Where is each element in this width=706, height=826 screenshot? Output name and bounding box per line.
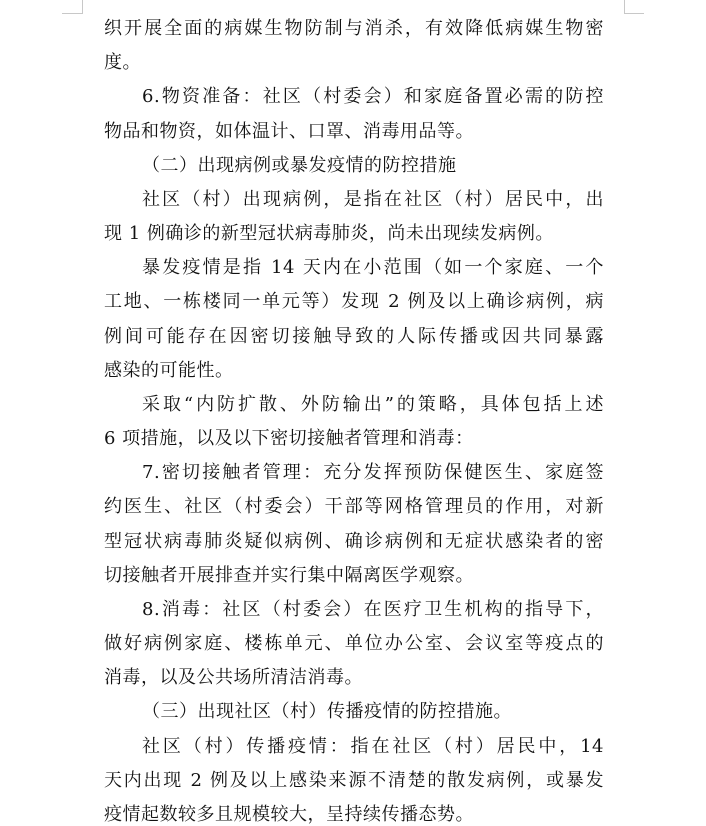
text-line-17: 切接触者开展排查并实行集中隔离医学观察。 (104, 565, 474, 586)
text-line-9: 工地、一栋楼同一单元等）发现 2 例及以上确诊病例，病 (104, 291, 604, 312)
text-line-12: 采取“内防扩散、外防输出”的策略，具体包括上述 (142, 394, 604, 415)
text-line-8: 暴发疫情是指 14 天内在小范围（如一个家庭、一个 (142, 257, 604, 278)
crop-mark-right (624, 0, 625, 14)
text-line-1: 织开展全面的病媒生物防制与消杀，有效降低病媒生物密 (104, 18, 604, 39)
text-line-10: 例间可能存在因密切接触导致的人际传播或因共同暴露 (104, 326, 604, 347)
text-line-11: 感染的可能性。 (104, 360, 234, 381)
text-line-4: 物品和物资，如体温计、口罩、消毒用品等。 (104, 121, 474, 142)
text-line-2: 度。 (104, 52, 141, 73)
text-line-23: 天内出现 2 例及以上感染来源不清楚的散发病例，或暴发 (104, 770, 604, 791)
text-line-6: 社区（村）出现病例，是指在社区（村）居民中，出 (142, 189, 604, 210)
text-line-18: 8.消毒：社区（村委会）在医疗卫生机构的指导下， (142, 599, 604, 620)
section-heading-3: （三）出现社区（村）传播疫情的防控措施。 (142, 701, 512, 722)
text-line-24: 疫情起数较多且规模较大，呈持续传播态势。 (104, 804, 474, 825)
text-line-7: 现 1 例确诊的新型冠状病毒肺炎，尚未出现续发病例。 (104, 223, 554, 244)
section-heading-2: （二）出现病例或暴发疫情的防控措施 (142, 155, 457, 176)
text-line-13: 6 项措施，以及以下密切接触者管理和消毒： (104, 428, 474, 449)
text-line-14: 7.密切接触者管理：充分发挥预防保健医生、家庭签 (142, 462, 604, 483)
text-line-16: 型冠状病毒肺炎疑似病例、确诊病例和无症状感染者的密 (104, 531, 604, 552)
crop-mark-left (82, 0, 83, 14)
text-line-3: 6.物资准备：社区（村委会）和家庭备置必需的防控 (142, 86, 604, 107)
text-line-19: 做好病例家庭、楼栋单元、单位办公室、会议室等疫点的 (104, 633, 604, 654)
text-line-15: 约医生、社区（村委会）干部等网格管理员的作用，对新 (104, 496, 604, 517)
text-line-22: 社区（村）传播疫情：指在社区（村）居民中，14 (142, 736, 604, 757)
crop-mark-horizontal-right (624, 13, 644, 14)
text-line-20: 消毒，以及公共场所清洁消毒。 (104, 667, 363, 688)
crop-mark-horizontal-left (62, 13, 82, 14)
